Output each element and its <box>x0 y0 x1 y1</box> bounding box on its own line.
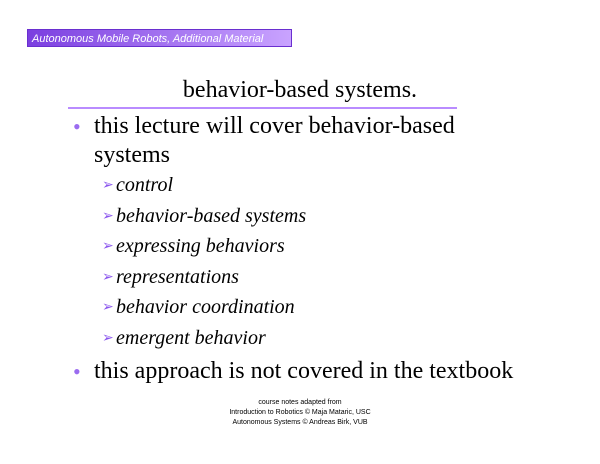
sub-item-label: behavior coordination <box>116 296 295 318</box>
sub-item-label: control <box>116 174 174 196</box>
title-underline <box>68 107 457 109</box>
sub-item-expressing-behaviors <box>102 234 285 259</box>
footer-line: Autonomous Systems © Andreas Birk, VUB <box>232 419 368 426</box>
footer-line: Introduction to Robotics © Maja Mataric, USC <box>229 409 371 416</box>
footer-line: course notes adapted from <box>258 399 342 406</box>
sub-item-label: behavior-based systems <box>116 205 307 227</box>
arrow-bullet-icon: ➢ <box>102 209 114 224</box>
bullet-text-line: this lecture will cover behavior-based <box>94 113 455 139</box>
bullet-item-1 <box>73 112 455 170</box>
slide-footer <box>0 398 600 428</box>
arrow-bullet-icon: ➢ <box>102 239 114 254</box>
arrow-bullet-icon: ➢ <box>102 300 114 315</box>
arrow-bullet-icon: ➢ <box>102 270 114 285</box>
sub-item-label: representations <box>116 266 239 288</box>
sub-item-behavior-based-systems <box>102 204 306 229</box>
slide-title: behavior-based systems. <box>182 77 418 103</box>
bullet-dot-icon: • <box>73 359 81 384</box>
arrow-bullet-icon: ➢ <box>102 178 114 193</box>
bullet-text-line: this approach is not covered in the textbook <box>94 358 514 384</box>
sub-item-control <box>102 173 173 198</box>
sub-item-emergent-behavior <box>102 326 266 351</box>
bullet-item-2 <box>73 357 514 386</box>
sub-item-label: emergent behavior <box>116 327 266 349</box>
sub-item-representations <box>102 265 239 290</box>
arrow-bullet-icon: ➢ <box>102 331 114 346</box>
bullet-dot-icon: • <box>73 114 81 139</box>
bullet-text-line: systems <box>94 142 171 168</box>
course-banner: Autonomous Mobile Robots, Additional Material <box>27 29 292 47</box>
sub-item-behavior-coordination <box>102 295 295 320</box>
sub-item-label: expressing behaviors <box>116 235 285 257</box>
